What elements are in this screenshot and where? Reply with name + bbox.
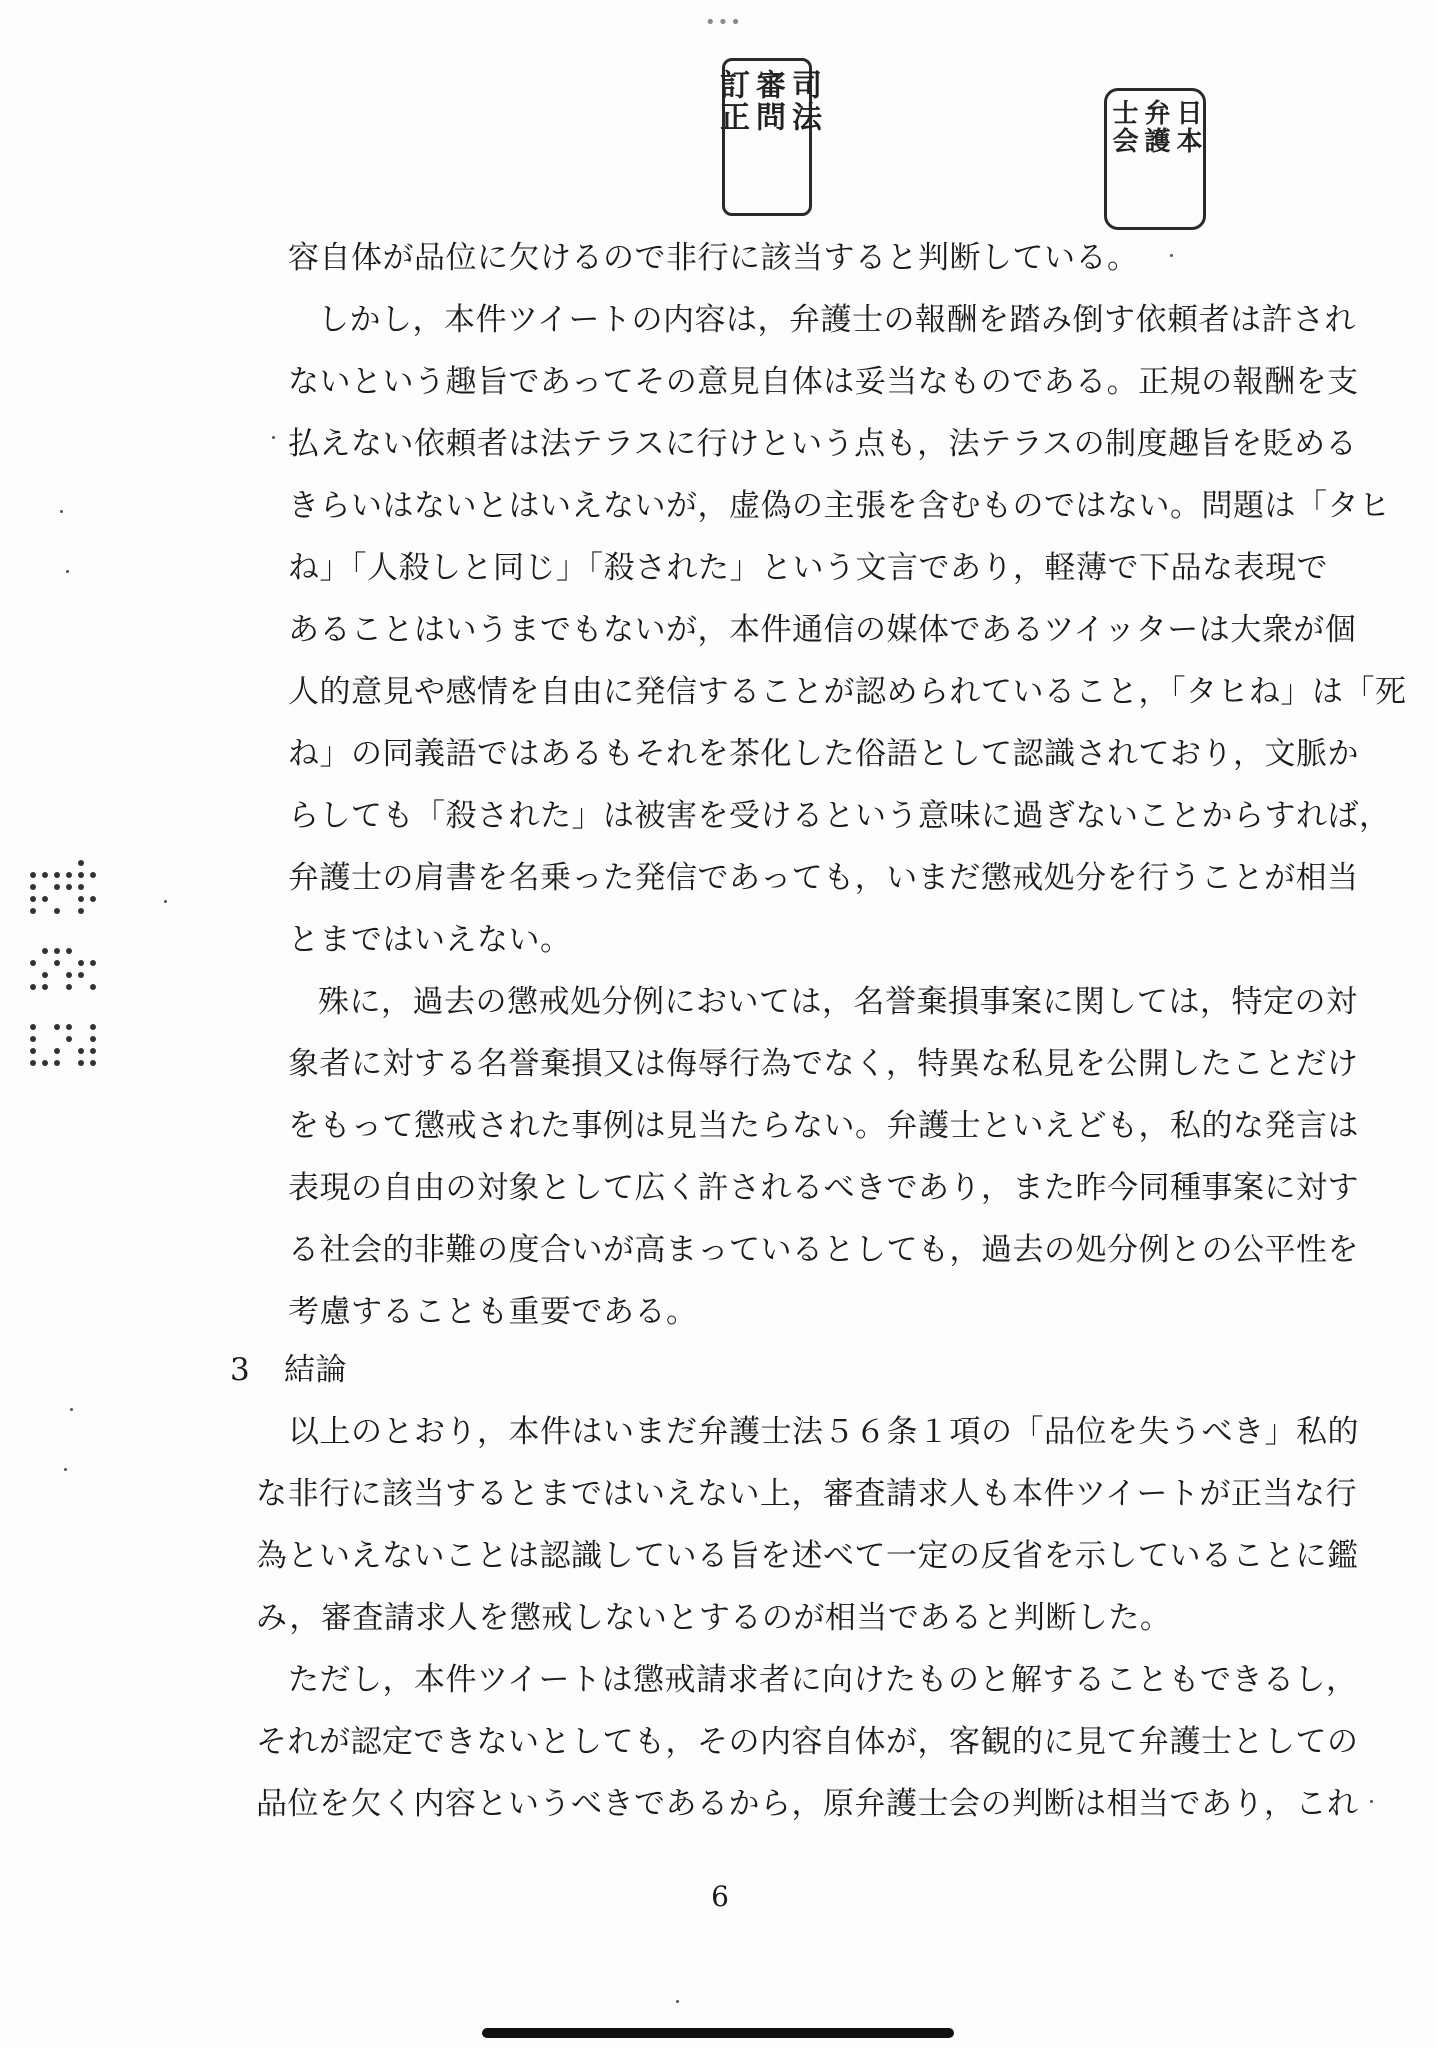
page-number: 6: [711, 1880, 729, 1913]
text-line: とまではいえない。: [288, 922, 572, 958]
text-line: それが認定できないとしても，その内容自体が，客観的に見て弁護士としての: [256, 1724, 1359, 1760]
scan-speck: [60, 510, 63, 513]
text-line: ね」の同義語ではあるもそれを茶化した俗語として認識されており，文脈か: [288, 736, 1359, 772]
text-line: 象者に対する名誉棄損又は侮辱行為でなく，特異な私見を公開したことだけ: [288, 1046, 1359, 1082]
scan-speck: [272, 436, 275, 439]
text-line: あることはいうまでもないが，本件通信の媒体であるツイッターは大衆が個: [288, 612, 1357, 648]
home-indicator[interactable]: [482, 2028, 954, 2038]
scan-speck: [70, 1408, 73, 1411]
paragraph-start-line: 以上のとおり，本件はいまだ弁護士法５６条１項の「品位を失うべき」私的: [288, 1414, 1359, 1450]
section-heading: [230, 1350, 1210, 1390]
text-line: きらいはないとはいえないが，虚偽の主張を含むものではない。問題は「タヒ: [288, 488, 1391, 524]
paragraph-start-line: しかし，本件ツイートの内容は，弁護士の報酬を踏み倒す依頼者は許され: [318, 302, 1356, 338]
text-line: ね」「人殺しと同じ」「殺された」という文言であり，軽薄で下品な表現で: [288, 550, 1328, 586]
section-number: 3: [230, 1352, 251, 1388]
text-line: をもって懲戒された事例は見当たらない。弁護士といえども，私的な発言は: [288, 1108, 1359, 1144]
text-line: 表現の自由の対象として広く許されるべきであり，また昨今同種事案に対す: [288, 1170, 1359, 1206]
text-line: らしても「殺された」は被害を受けるという意味に過ぎないことからすれば，: [288, 798, 1391, 834]
text-line: 人的意見や感情を自由に発信することが認められていること，「タヒね」は「死: [288, 674, 1407, 710]
paragraph-start-line: 殊に，過去の懲戒処分例においては，名誉棄損事案に関しては，特定の対: [318, 984, 1358, 1020]
text-line: み，審査請求人を懲戒しないとするのが相当であると判断した。: [256, 1600, 1172, 1636]
text-line: ないという趣旨であってその意見自体は妥当なものである。正規の報酬を支: [288, 364, 1359, 400]
paragraph-start-line: ただし，本件ツイートは懲戒請求者に向けたものと解することもできるし，: [288, 1662, 1358, 1698]
scan-speck: [676, 2000, 679, 2003]
text-line: 弁護士の肩書を名乗った発信であっても，いまだ懲戒処分を行うことが相当: [288, 860, 1359, 896]
text-line: 払えない依頼者は法テラスに行けという点も，法テラスの制度趣旨を貶める: [288, 426, 1358, 462]
text-line: る社会的非難の度合いが高まっているとしても，過去の処分例との公平性を: [288, 1232, 1359, 1268]
scan-speck: [66, 570, 69, 573]
scan-speck: [1170, 254, 1173, 257]
more-options-icon[interactable]: •••: [705, 12, 743, 33]
official-seal-right: 日本 弁護 士会: [1104, 88, 1206, 230]
official-seal-left: 司法 審問 訂正: [722, 58, 812, 216]
braille-dots-decoration: [30, 860, 130, 1100]
text-line: 為といえないことは認識している旨を述べて一定の反省を示していることに鑑: [256, 1538, 1359, 1574]
scan-speck: [164, 900, 167, 903]
section-title: 結論: [284, 1352, 347, 1388]
scan-speck: [1370, 1800, 1373, 1803]
text-line: 考慮することも重要である。: [288, 1294, 698, 1330]
text-line: な非行に該当するとまではいえない上，審査請求人も本件ツイートが正当な行: [256, 1476, 1357, 1512]
text-line: 品位を欠く内容というべきであるから，原弁護士会の判断は相当であり，これ: [256, 1786, 1359, 1822]
scan-speck: [64, 1468, 67, 1471]
text-line: 容自体が品位に欠けるので非行に該当すると判断している。: [288, 240, 1139, 276]
